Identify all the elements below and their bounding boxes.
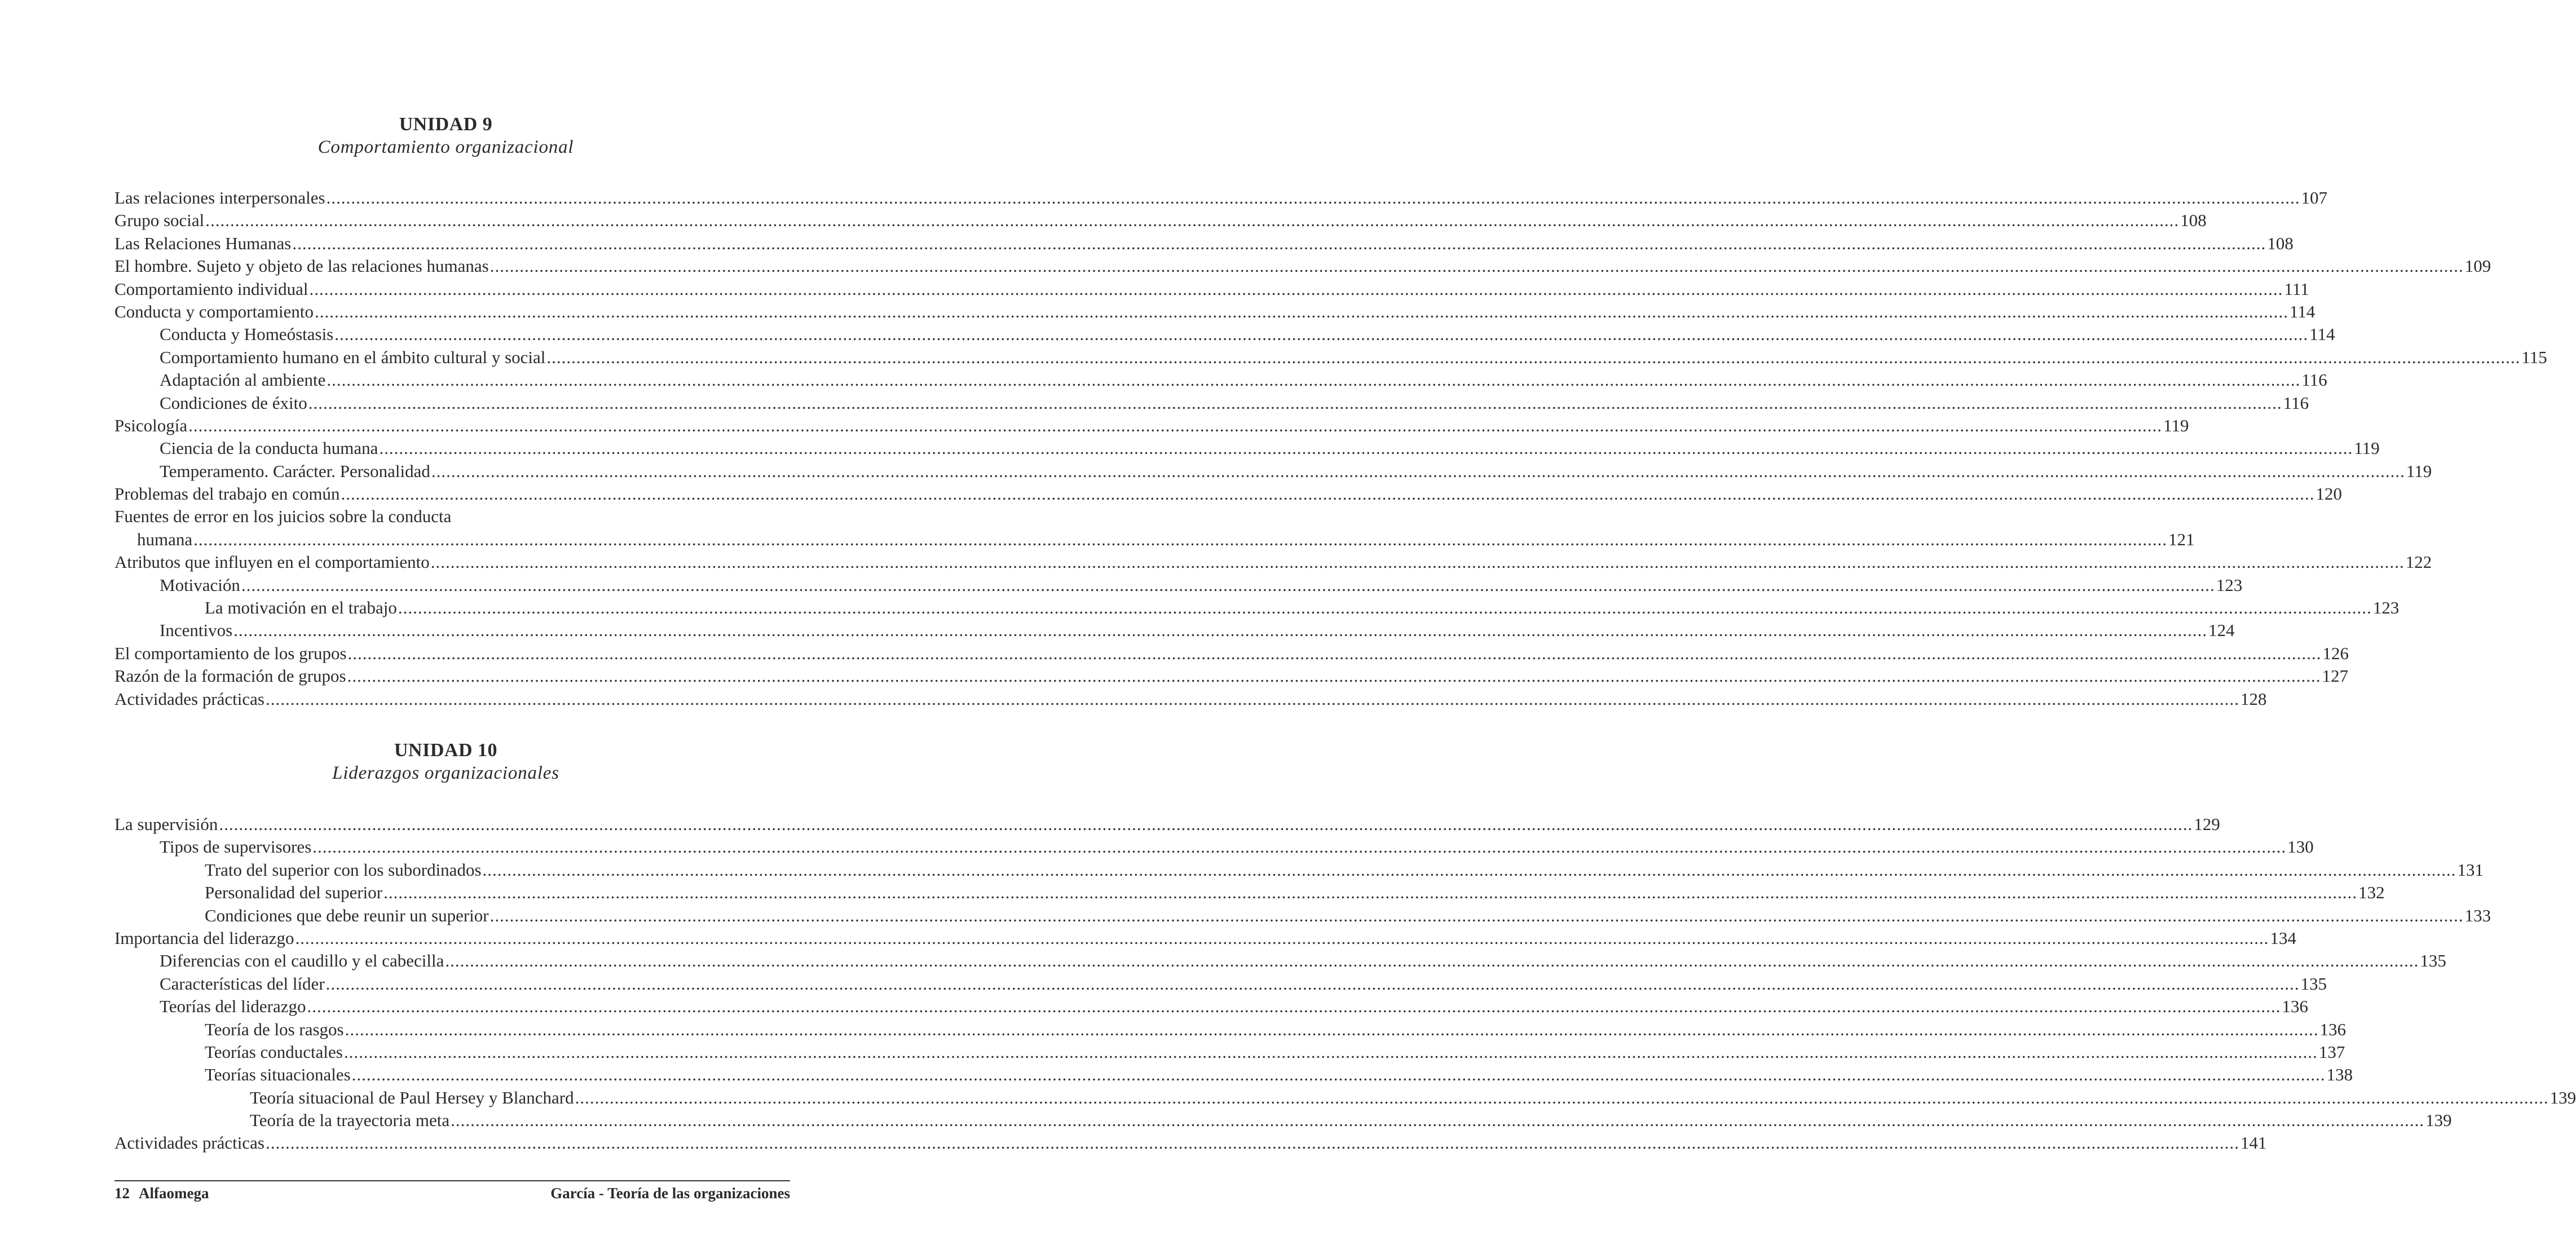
dot-leader: ................................................................................................................................................................................................................................................................................................................................................................................................................ xyxy=(341,484,2315,504)
toc-entry-title: Razón de la formación de grupos xyxy=(114,666,346,686)
dot-leader: ................................................................................................................................................................................................................................................................................................................................................................................................................ xyxy=(379,438,2353,458)
toc-entry-page: 124 xyxy=(2208,620,2235,641)
toc-entry[interactable] xyxy=(114,414,2189,437)
toc-entry-page: 119 xyxy=(2163,415,2189,435)
toc-entry-title: Atributos que influyen en el comportamiento xyxy=(114,552,430,572)
dot-leader: ................................................................................................................................................................................................................................................................................................................................................................................................................ xyxy=(445,951,2419,971)
toc-entry-title: Personalidad del superior xyxy=(205,882,383,903)
dot-leader: ................................................................................................................................................................................................................................................................................................................................................................................................................ xyxy=(314,301,2288,321)
toc-entry[interactable] xyxy=(114,323,2335,346)
toc-entry[interactable] xyxy=(114,187,2328,209)
toc-entry[interactable] xyxy=(114,665,2349,687)
dot-leader: ................................................................................................................................................................................................................................................................................................................................................................................................................ xyxy=(482,859,2456,880)
dot-leader: ................................................................................................................................................................................................................................................................................................................................................................................................................ xyxy=(265,689,2239,709)
toc-entry-title: Teorías conductales xyxy=(205,1041,343,1062)
publisher-name: Alfaomega xyxy=(139,1185,209,1202)
toc-entry-title: Fuentes de error en los juicios sobre la conducta xyxy=(114,506,452,527)
toc-entry-page: 127 xyxy=(2322,666,2349,686)
toc-entry-title: Teoría de la trayectoria meta xyxy=(250,1110,450,1131)
dot-leader: ................................................................................................................................................................................................................................................................................................................................................................................................................ xyxy=(205,210,2180,231)
toc-entry-page: 109 xyxy=(2464,256,2491,276)
toc-entry-title: Actividades prácticas xyxy=(114,689,264,709)
dot-leader: ................................................................................................................................................................................................................................................................................................................................................................................................................ xyxy=(241,575,2215,595)
toc-entry[interactable] xyxy=(114,255,2491,277)
toc-entry-title: Teorías del liderazgo xyxy=(160,996,306,1017)
toc-entry-page: 136 xyxy=(2319,1019,2346,1039)
toc-entry-title: Importancia del liderazgo xyxy=(114,928,294,948)
dot-leader: ................................................................................................................................................................................................................................................................................................................................................................................................................ xyxy=(575,1087,2549,1107)
dot-leader: ................................................................................................................................................................................................................................................................................................................................................................................................................ xyxy=(309,279,2283,299)
toc-entry-title: Comportamiento individual xyxy=(114,279,308,299)
toc-entry-title: Grupo social xyxy=(114,210,205,231)
toc-entry-page: 115 xyxy=(2521,347,2547,367)
dot-leader: ................................................................................................................................................................................................................................................................................................................................................................................................................ xyxy=(431,461,2405,481)
toc-entry[interactable] xyxy=(114,1087,2576,1109)
toc-entry[interactable] xyxy=(114,688,2267,710)
toc-entry[interactable] xyxy=(114,597,2399,619)
toc-entry-title: Diferencias con el caudillo y el cabecilla xyxy=(160,951,444,971)
toc-entry-title: Condiciones de éxito xyxy=(160,392,307,413)
toc-entry[interactable] xyxy=(114,813,2220,836)
dot-leader: ................................................................................................................................................................................................................................................................................................................................................................................................................ xyxy=(308,392,2282,413)
toc-entry-title: Teoría situacional de Paul Hersey y Blanchard xyxy=(250,1087,574,1107)
toc-entry-page: 114 xyxy=(2289,301,2315,321)
dot-leader: ................................................................................................................................................................................................................................................................................................................................................................................................................ xyxy=(193,529,2168,549)
dot-leader: ................................................................................................................................................................................................................................................................................................................................................................................................................ xyxy=(325,973,2300,994)
toc-entry-title: Condiciones que debe reunir un superior xyxy=(205,905,489,925)
toc-entry[interactable] xyxy=(114,1018,2346,1041)
toc-entry[interactable] xyxy=(114,209,2207,232)
dot-leader: ................................................................................................................................................................................................................................................................................................................................................................................................................ xyxy=(383,882,2358,903)
toc-entry[interactable] xyxy=(114,859,2484,881)
toc-entry[interactable] xyxy=(114,392,2309,414)
toc-entry[interactable] xyxy=(114,483,2342,505)
dot-leader: ................................................................................................................................................................................................................................................................................................................................................................................................................ xyxy=(312,837,2287,857)
dot-leader: ................................................................................................................................................................................................................................................................................................................................................................................................................ xyxy=(233,620,2208,641)
toc-entry[interactable] xyxy=(114,369,2327,391)
toc-entry-page: 122 xyxy=(2405,552,2432,572)
toc-entry-title: Las Relaciones Humanas xyxy=(114,233,292,253)
toc-entry-page: 129 xyxy=(2194,814,2220,834)
toc-entry-page: 136 xyxy=(2282,996,2308,1017)
toc-entry-title: La supervisión xyxy=(114,814,218,834)
toc-entry[interactable] xyxy=(114,301,2315,323)
toc-entry-title: Temperamento. Carácter. Personalidad xyxy=(160,461,430,481)
unit-title: UNIDAD 9 xyxy=(399,114,493,135)
toc-entry-page: 134 xyxy=(2270,928,2296,948)
toc-entry[interactable] xyxy=(114,904,2491,927)
toc-entry[interactable] xyxy=(114,460,2432,483)
toc-entry-title: Actividades prácticas xyxy=(114,1133,264,1153)
unit-subtitle: Comportamiento organizacional xyxy=(317,137,574,157)
book-title: García - Teoría de las organizaciones xyxy=(550,1185,790,1202)
toc-entry[interactable] xyxy=(114,642,2349,665)
toc-entry-page: 135 xyxy=(2300,973,2327,994)
dot-leader: ................................................................................................................................................................................................................................................................................................................................................................................................................ xyxy=(188,415,2163,435)
dot-leader: ................................................................................................................................................................................................................................................................................................................................................................................................................ xyxy=(219,814,2193,834)
toc-entry[interactable] xyxy=(114,950,2446,972)
dot-leader: ................................................................................................................................................................................................................................................................................................................................................................................................................ xyxy=(265,1133,2239,1153)
toc-entry[interactable] xyxy=(114,1132,2267,1154)
toc-entry-page: 108 xyxy=(2267,233,2293,253)
toc-entry-page: 135 xyxy=(2420,951,2446,971)
toc-entry-page: 119 xyxy=(2406,461,2432,481)
dot-leader: ................................................................................................................................................................................................................................................................................................................................................................................................................ xyxy=(347,666,2321,686)
toc-entry[interactable] xyxy=(114,574,2243,597)
unit-heading xyxy=(0,113,892,158)
toc-entry-title: Teorías situacionales xyxy=(205,1065,351,1085)
toc-entry[interactable] xyxy=(114,1109,2452,1132)
dot-leader: ................................................................................................................................................................................................................................................................................................................................................................................................................ xyxy=(451,1110,2425,1131)
toc-entry-title: Ciencia de la conducta humana xyxy=(160,438,378,458)
dot-leader: ................................................................................................................................................................................................................................................................................................................................................................................................................ xyxy=(326,188,2300,208)
toc-entry-page: 108 xyxy=(2180,210,2207,231)
toc-entry[interactable] xyxy=(114,232,2293,255)
toc-entry[interactable] xyxy=(114,995,2308,1018)
page-number: 12 xyxy=(114,1185,130,1202)
toc-entry[interactable] xyxy=(114,836,2314,858)
dot-leader: ................................................................................................................................................................................................................................................................................................................................................................................................................ xyxy=(292,233,2266,253)
toc-entry-page: 131 xyxy=(2457,859,2484,880)
toc-entry[interactable] xyxy=(114,437,2380,460)
toc-entry-page: 114 xyxy=(2309,324,2335,345)
dot-leader: ................................................................................................................................................................................................................................................................................................................................................................................................................ xyxy=(295,928,2269,948)
toc-entry-title: Psicología xyxy=(114,415,188,435)
dot-leader: ................................................................................................................................................................................................................................................................................................................................................................................................................ xyxy=(347,643,2322,663)
toc-entry-continuation[interactable] xyxy=(114,528,2195,551)
toc-entry-title: Conducta y Homeóstasis xyxy=(160,324,334,345)
dot-leader: ................................................................................................................................................................................................................................................................................................................................................................................................................ xyxy=(489,905,2464,925)
toc-entry-page: 139 xyxy=(2425,1110,2452,1131)
dot-leader: ................................................................................................................................................................................................................................................................................................................................................................................................................ xyxy=(351,1065,2326,1085)
dot-leader: ................................................................................................................................................................................................................................................................................................................................................................................................................ xyxy=(546,347,2521,367)
dot-leader: ................................................................................................................................................................................................................................................................................................................................................................................................................ xyxy=(398,598,2372,618)
toc-entry-title: humana xyxy=(137,529,193,549)
toc-entry-page: 119 xyxy=(2354,438,2380,458)
toc-entry-page: 132 xyxy=(2358,882,2385,903)
toc-entry-page: 116 xyxy=(2301,370,2327,390)
toc-entry-title: Teoría de los rasgos xyxy=(205,1019,344,1039)
dot-leader: ................................................................................................................................................................................................................................................................................................................................................................................................................ xyxy=(307,996,2281,1017)
dot-leader: ................................................................................................................................................................................................................................................................................................................................................................................................................ xyxy=(430,552,2405,572)
toc-entry-title: Las relaciones interpersonales xyxy=(114,188,325,208)
toc-entry[interactable] xyxy=(114,551,2432,573)
toc-entry-title: Motivación xyxy=(160,575,240,595)
toc-entry-page: 120 xyxy=(2315,484,2342,504)
toc-entry-page: 137 xyxy=(2318,1041,2345,1062)
toc-entry-page: 130 xyxy=(2287,837,2314,857)
toc-entry-title: La motivación en el trabajo xyxy=(205,598,397,618)
toc-entry-title: Conducta y comportamiento xyxy=(114,301,314,321)
toc-entry-page: 128 xyxy=(2240,689,2267,709)
toc-entry-page: 107 xyxy=(2301,188,2328,208)
dot-leader: ................................................................................................................................................................................................................................................................................................................................................................................................................ xyxy=(345,1019,2319,1039)
page-footer xyxy=(114,1183,790,1203)
toc-entry[interactable] xyxy=(114,505,790,528)
dot-leader: ................................................................................................................................................................................................................................................................................................................................................................................................................ xyxy=(489,256,2464,276)
toc-entry[interactable] xyxy=(114,346,2547,369)
toc-entry-page: 116 xyxy=(2283,392,2309,413)
dot-leader: ................................................................................................................................................................................................................................................................................................................................................................................................................ xyxy=(343,1041,2318,1062)
toc-entry-title: Trato del superior con los subordinados xyxy=(205,859,482,880)
toc-entry-title: Incentivos xyxy=(160,620,233,641)
footer-left xyxy=(114,1183,209,1203)
footer-rule xyxy=(114,1180,790,1181)
toc-entry-title: Adaptación al ambiente xyxy=(160,370,326,390)
toc-entry-title: El hombre. Sujeto y objeto de las relaciones humanas xyxy=(114,256,489,276)
toc-entry[interactable] xyxy=(114,619,2235,642)
toc-entry[interactable] xyxy=(114,927,2296,950)
toc-list xyxy=(114,187,2547,710)
toc-entry-title: Comportamiento humano en el ámbito cultural y social xyxy=(160,347,546,367)
toc-list xyxy=(114,813,2576,1155)
unit-subtitle: Liderazgos organizacionales xyxy=(332,763,559,783)
toc-entry-page: 111 xyxy=(2284,279,2309,299)
unit-title: UNIDAD 10 xyxy=(394,740,497,761)
toc-entry[interactable] xyxy=(114,881,2385,904)
unit-heading xyxy=(0,739,892,784)
toc-entry-page: 123 xyxy=(2372,598,2399,618)
toc-entry-page: 121 xyxy=(2168,529,2195,549)
toc-entry[interactable] xyxy=(114,1063,2353,1086)
toc-entry-title: Características del líder xyxy=(160,973,325,994)
toc-entry-page: 126 xyxy=(2322,643,2349,663)
toc-entry-title: El comportamiento de los grupos xyxy=(114,643,347,663)
toc-entry-page: 141 xyxy=(2240,1133,2267,1153)
toc-entry[interactable] xyxy=(114,278,2309,301)
toc-entry-page: 138 xyxy=(2326,1065,2353,1085)
toc-entry-page: 133 xyxy=(2464,905,2491,925)
dot-leader: ................................................................................................................................................................................................................................................................................................................................................................................................................ xyxy=(327,370,2301,390)
toc-entry[interactable] xyxy=(114,1041,2345,1063)
toc-entry-title: Problemas del trabajo en común xyxy=(114,484,340,504)
toc-entry-title: Tipos de supervisores xyxy=(160,837,312,857)
toc-entry[interactable] xyxy=(114,973,2327,995)
toc-entry-page: 139 xyxy=(2549,1087,2576,1107)
toc-entry-page: 123 xyxy=(2216,575,2243,595)
dot-leader: ................................................................................................................................................................................................................................................................................................................................................................................................................ xyxy=(334,324,2309,345)
